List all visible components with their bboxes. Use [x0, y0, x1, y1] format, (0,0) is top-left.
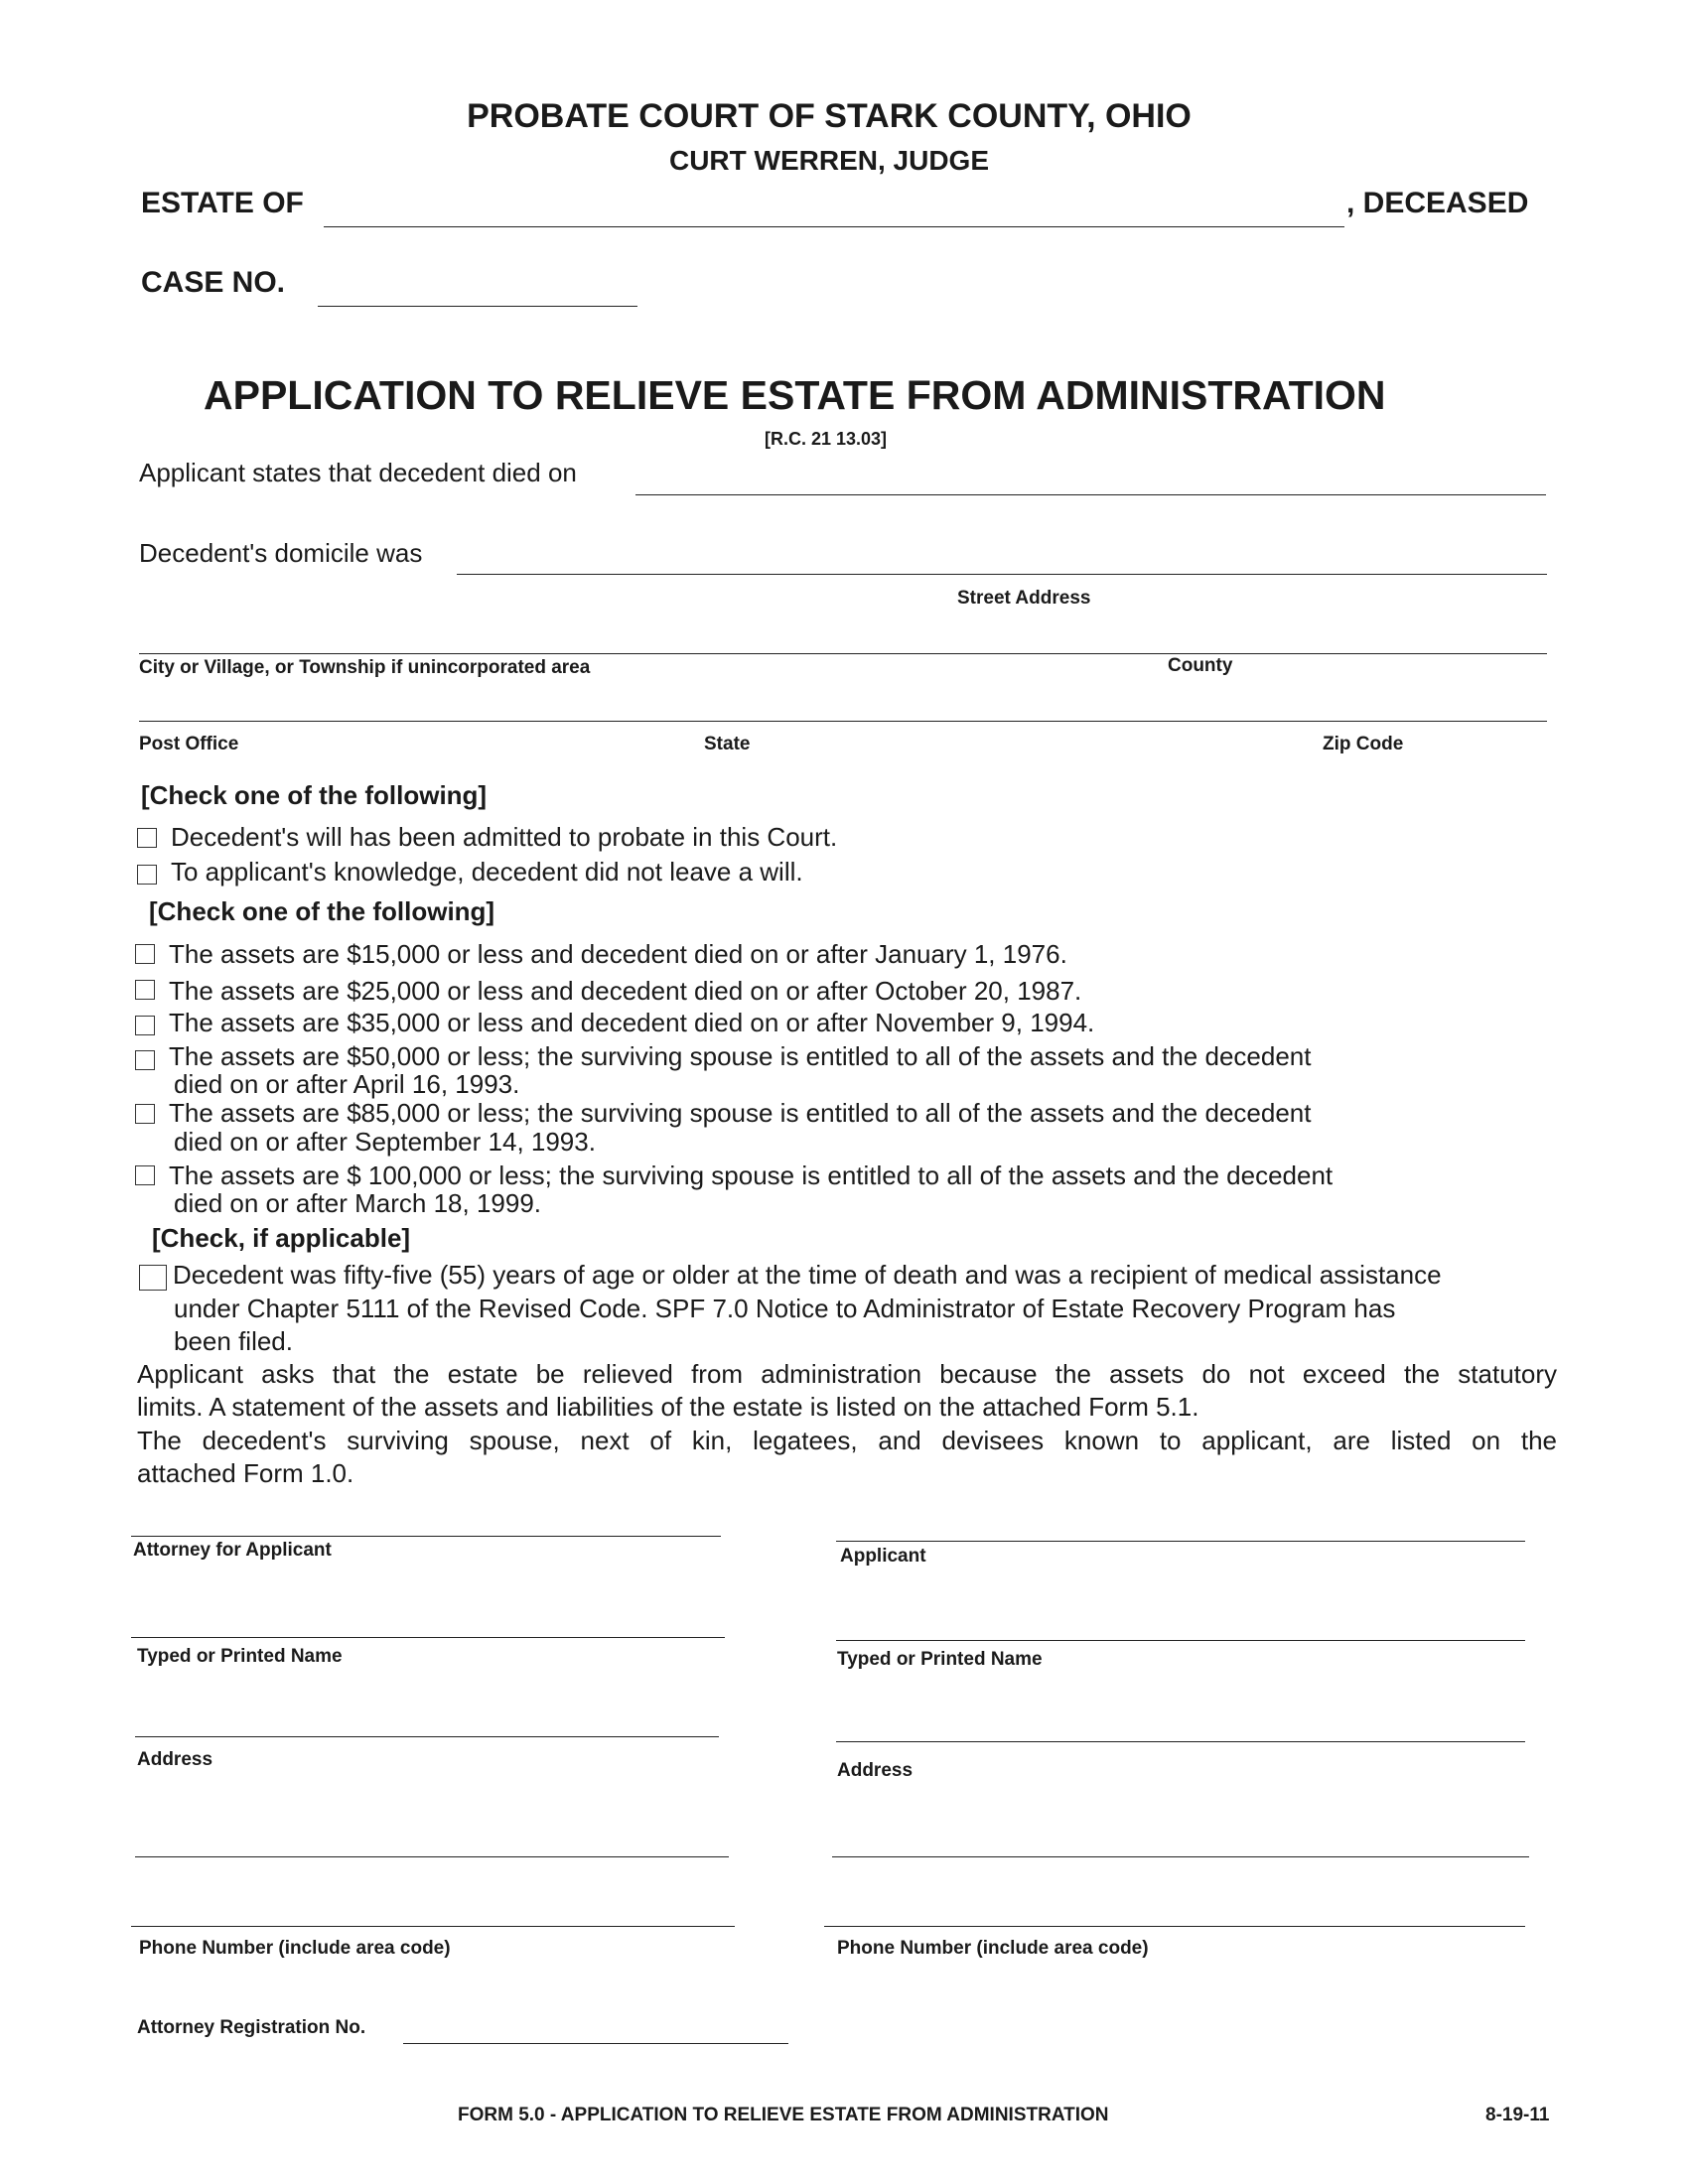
next-of-kin-statement: The decedent's surviving spouse, next of kin, legatees, and devisees known to applicant, are listed on the	[137, 1426, 1557, 1455]
applicant-phone-field[interactable]	[828, 1893, 1525, 1925]
attorney-phone-field[interactable]	[135, 1893, 735, 1925]
judge-name: CURT WERREN, JUDGE	[668, 145, 989, 176]
domicile-label: Decedent's domicile was	[139, 538, 423, 568]
assets-85000-option-cont: died on or after September 14, 1993.	[174, 1127, 596, 1157]
date-of-death-field[interactable]	[639, 463, 1545, 494]
footer-revision-date: 8-19-11	[1485, 2105, 1550, 2125]
case-no-label: CASE NO.	[141, 266, 286, 299]
city-label: City or Village, or Township if unincorporated area	[139, 657, 591, 678]
post-office-label: Post Office	[139, 734, 239, 754]
statute-reference: [R.C. 21 13.03]	[765, 429, 888, 449]
next-of-kin-statement-cont: attached Form 1.0.	[137, 1458, 354, 1488]
attorney-label: Attorney for Applicant	[133, 1540, 332, 1561]
court-name: PROBATE COURT OF STARK COUNTY, OHIO	[467, 97, 1192, 135]
assets-35000-checkbox[interactable]	[135, 1016, 155, 1035]
no-will-option: To applicant's knowledge, decedent did not leave a will.	[171, 857, 803, 887]
date-of-death-line	[635, 494, 1546, 495]
attorney-registration-line	[403, 2043, 788, 2044]
applicant-address-line-2	[832, 1856, 1529, 1857]
attorney-registration-field[interactable]	[407, 2011, 788, 2043]
assets-15000-checkbox[interactable]	[135, 944, 155, 964]
footer-form-label: FORM 5.0 - APPLICATION TO RELIEVE ESTATE FROM ADMINISTRATION	[458, 2105, 1109, 2125]
assets-35000-option: The assets are $35,000 or less and decedent died on or after November 9, 1994.	[169, 1008, 1095, 1037]
street-address-field[interactable]	[461, 542, 1547, 574]
medical-assistance-option-line2: under Chapter 5111 of the Revised Code. SPF 7.0 Notice to Administrator of Estate Recovery Program has	[174, 1294, 1396, 1323]
assets-85000-option: The assets are $85,000 or less; the surviving spouse is entitled to all of the assets and the decedent	[169, 1098, 1312, 1128]
city-county-field[interactable]	[143, 621, 1547, 653]
assets-25000-checkbox[interactable]	[135, 980, 155, 1000]
attorney-signature-field[interactable]	[135, 1503, 721, 1535]
county-label: County	[1168, 655, 1233, 676]
will-section-heading: [Check one of the following]	[141, 780, 488, 810]
relief-statement-cont: limits. A statement of the assets and liabilities of the estate is listed on the attached Form 5.1.	[137, 1392, 1199, 1422]
will-admitted-checkbox[interactable]	[137, 828, 157, 848]
estate-of-field[interactable]	[328, 195, 1344, 226]
state-label: State	[704, 734, 751, 754]
post-office-line	[139, 721, 1547, 722]
case-no-line	[318, 306, 637, 307]
applicant-typed-name-label: Typed or Printed Name	[837, 1649, 1043, 1670]
attorney-signature-line	[131, 1536, 721, 1537]
attorney-address-label: Address	[137, 1749, 213, 1770]
assets-50000-checkbox[interactable]	[135, 1050, 155, 1070]
deceased-label: , DECEASED	[1346, 187, 1529, 219]
applicant-address-field-2[interactable]	[836, 1824, 1529, 1855]
applicant-address-line	[836, 1741, 1525, 1742]
applicant-address-field[interactable]	[840, 1708, 1525, 1740]
applicant-address-label: Address	[837, 1760, 914, 1781]
attorney-name-line	[131, 1637, 725, 1638]
case-no-field[interactable]	[322, 274, 635, 306]
applicant-signature-field[interactable]	[840, 1508, 1525, 1540]
post-office-field[interactable]	[143, 689, 1547, 721]
will-admitted-option: Decedent's will has been admitted to probate in this Court.	[171, 822, 838, 852]
died-on-label: Applicant states that decedent died on	[139, 458, 577, 487]
assets-100000-option: The assets are $ 100,000 or less; the surviving spouse is entitled to all of the assets and the decedent	[169, 1160, 1334, 1190]
applicant-label: Applicant	[840, 1546, 926, 1567]
attorney-address-line-2	[135, 1856, 729, 1857]
attorney-typed-name-label: Typed or Printed Name	[137, 1646, 343, 1667]
applicant-phone-label: Phone Number (include area code)	[837, 1938, 1149, 1959]
attorney-address-field[interactable]	[139, 1704, 719, 1735]
attorney-address-field-2[interactable]	[139, 1824, 729, 1855]
applicant-name-field[interactable]	[840, 1607, 1525, 1639]
attorney-address-line	[135, 1736, 719, 1737]
zip-code-label: Zip Code	[1323, 734, 1404, 754]
attorney-name-field[interactable]	[135, 1604, 725, 1636]
city-county-line	[139, 653, 1547, 654]
medical-assistance-checkbox[interactable]	[139, 1265, 167, 1291]
medical-assistance-option-line3: been filed.	[174, 1326, 293, 1356]
form-title: APPLICATION TO RELIEVE ESTATE FROM ADMINISTRATION	[204, 372, 1386, 418]
attorney-phone-label: Phone Number (include area code)	[139, 1938, 451, 1959]
applicant-name-line	[836, 1640, 1525, 1641]
assets-50000-option: The assets are $50,000 or less; the surviving spouse is entitled to all of the assets and the decedent	[169, 1041, 1312, 1071]
applicant-phone-line	[824, 1926, 1525, 1927]
assets-100000-option-cont: died on or after March 18, 1999.	[174, 1188, 542, 1218]
assets-85000-checkbox[interactable]	[135, 1104, 155, 1124]
assets-100000-checkbox[interactable]	[135, 1165, 155, 1185]
medical-assistance-option: Decedent was fifty-five (55) years of age or older at the time of death and was a recipient of medical assistance	[173, 1260, 1442, 1290]
applicable-section-heading: [Check, if applicable]	[152, 1223, 411, 1253]
no-will-checkbox[interactable]	[137, 865, 157, 885]
street-address-label: Street Address	[957, 588, 1091, 609]
applicant-signature-line	[836, 1541, 1525, 1542]
assets-50000-option-cont: died on or after April 16, 1993.	[174, 1069, 520, 1099]
relief-statement: Applicant asks that the estate be relieved from administration because the assets do not exceed the statutory	[137, 1359, 1557, 1389]
attorney-registration-label: Attorney Registration No.	[137, 2017, 366, 2038]
assets-section-heading: [Check one of the following]	[149, 896, 495, 926]
assets-25000-option: The assets are $25,000 or less and decedent died on or after October 20, 1987.	[169, 976, 1082, 1006]
assets-15000-option: The assets are $15,000 or less and decedent died on or after January 1, 1976.	[169, 939, 1067, 969]
attorney-phone-line	[131, 1926, 735, 1927]
street-address-line	[457, 574, 1547, 575]
estate-of-line	[324, 226, 1344, 227]
estate-of-label: ESTATE OF	[141, 187, 304, 219]
